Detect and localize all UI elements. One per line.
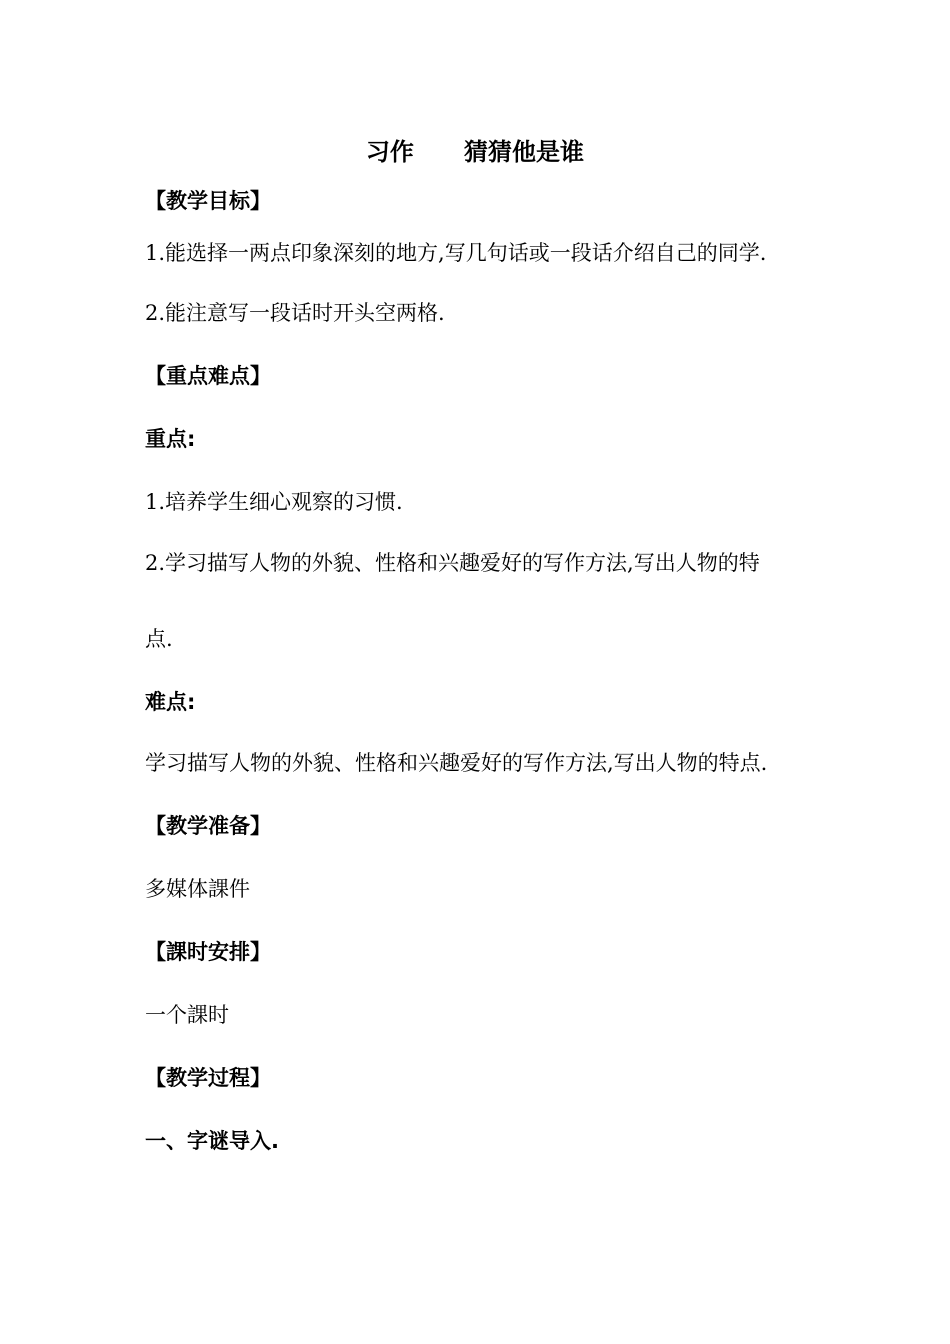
preparation-heading: 【教学准备】 — [145, 814, 271, 838]
schedule-heading: 【課时安排】 — [145, 940, 271, 964]
document-title: 习作 猜猜他是谁 — [365, 138, 585, 166]
key-item-2-line-2: 点. — [145, 627, 173, 651]
preparation-text: 多媒体課件 — [145, 877, 250, 901]
objective-item-2: 2.能注意写一段话时开头空两格. — [145, 301, 445, 325]
key-item-2-line-1: 2.学习描写人物的外貌、性格和兴趣爱好的写作方法,写出人物的特 — [145, 551, 760, 575]
difficulty-text: 学习描写人物的外貌、性格和兴趣爱好的写作方法,写出人物的特点. — [145, 751, 768, 775]
objective-item-1: 1.能选择一两点印象深刻的地方,写几句话或一段话介绍自己的同学. — [145, 241, 767, 265]
process-heading: 【教学过程】 — [145, 1066, 271, 1090]
difficulty-label: 难点: — [145, 690, 196, 714]
schedule-text: 一个課时 — [145, 1003, 229, 1027]
key-points-heading: 【重点难点】 — [145, 364, 271, 388]
key-item-1: 1.培养学生细心观察的习惯. — [145, 490, 403, 514]
key-label: 重点: — [145, 427, 196, 451]
process-step-1: 一、字谜导入. — [145, 1129, 279, 1153]
objectives-heading: 【教学目标】 — [145, 189, 271, 213]
